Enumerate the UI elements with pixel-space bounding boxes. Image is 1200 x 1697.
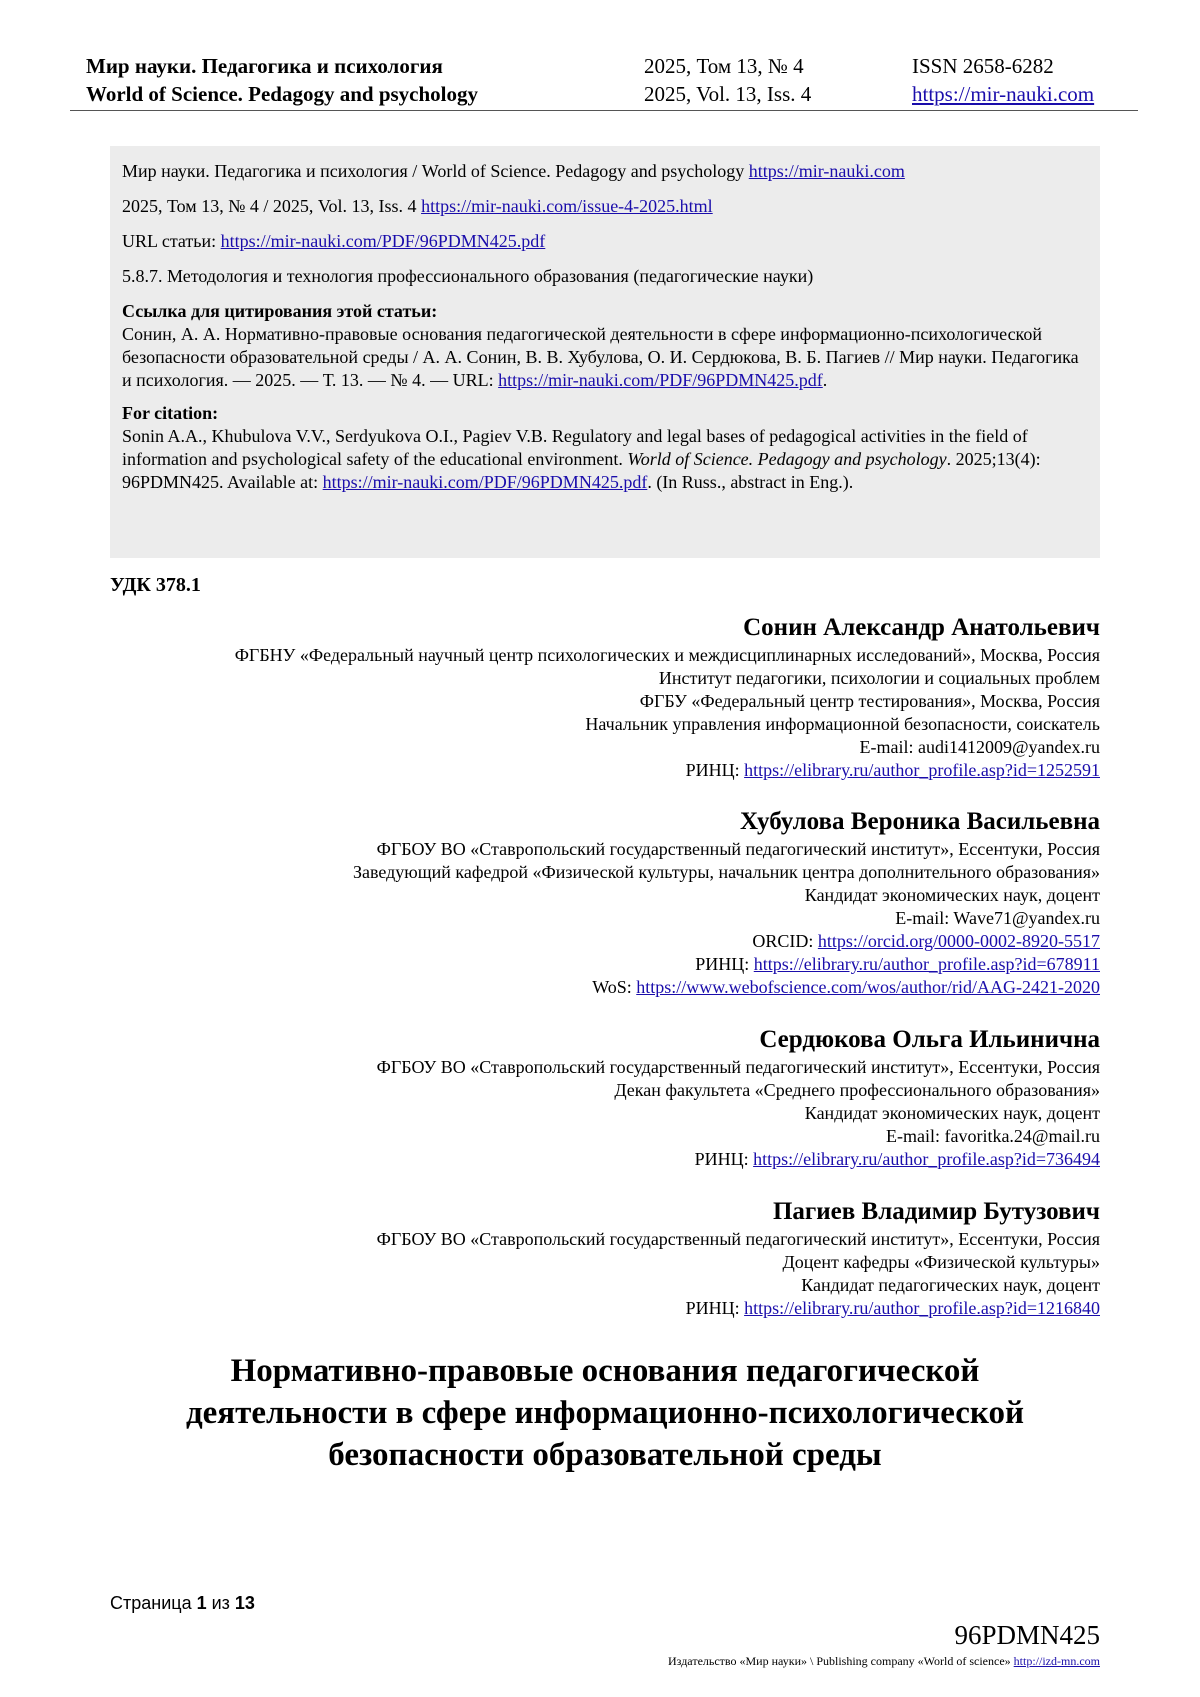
title-line: безопасности образовательной среды (328, 1437, 882, 1473)
author-degree: Кандидат педагогических наук, доцент (801, 1275, 1100, 1295)
author-orcid (353, 930, 1100, 953)
author-rinc (353, 953, 1100, 976)
article-info-box (110, 146, 1100, 558)
info-journal-line (122, 160, 1088, 183)
info-issue-text: 2025, Том 13, № 4 / 2025, Vol. 13, Iss. 4 (122, 196, 422, 216)
publisher-link[interactable]: http://izd-mn.com (1013, 1654, 1100, 1668)
author-degree: Кандидат экономических наук, доцент (804, 1103, 1100, 1123)
author-affiliation: Институт педагогики, психологии и социальных проблем (658, 668, 1100, 688)
article-title (110, 1350, 1100, 1476)
citation-ru-label: Ссылка для цитирования этой статьи: (122, 301, 438, 321)
page-total: 13 (234, 1593, 255, 1613)
info-specialty: 5.8.7. Методология и технология профессионального образования (педагогические науки) (122, 266, 814, 286)
author-wos (353, 976, 1100, 999)
author-email: E-mail: favoritka.24@mail.ru (885, 1126, 1100, 1146)
page-of: из (206, 1593, 235, 1613)
author-affiliation: ФГБОУ ВО «Ставропольский государственный педагогический институт», Ессентуки, Россия (376, 839, 1100, 859)
author-position: Доцент кафедры «Физической культуры» (782, 1252, 1100, 1272)
page-number (110, 1593, 255, 1614)
title-line: деятельности в сфере информационно-психологической (185, 1395, 1025, 1431)
author-block (377, 1196, 1100, 1320)
author-position: Заведующий кафедрой «Физической культуры, начальник центра дополнительного образования» (352, 862, 1100, 882)
publisher-line (668, 1654, 1100, 1669)
author-rinc (377, 1148, 1100, 1171)
citation-en-journal: World of Science. Pedagogy and psychology (627, 449, 947, 469)
journal-title-en: World of Science. Pedagogy and psychology (86, 82, 479, 106)
citation-ru-link[interactable]: https://mir-nauki.com/PDF/96PDMN425.pdf (498, 370, 823, 390)
issue-en: 2025, Vol. 13, Iss. 4 (644, 82, 812, 106)
citation-en (122, 402, 1088, 494)
page-word: Страница (110, 1593, 197, 1613)
rinc-link[interactable]: https://elibrary.ru/author_profile.asp?id=1252591 (744, 760, 1100, 780)
author-name: Пагиев Владимир Бутузович (772, 1198, 1100, 1225)
info-journal-text: Мир науки. Педагогика и психология / World of Science. Pedagogy and psychology (122, 161, 749, 181)
wos-link[interactable]: https://www.webofscience.com/wos/author/rid/AAG-2421-2020 (636, 977, 1100, 997)
header-divider (70, 110, 1138, 111)
author-position: Декан факультета «Среднего профессионального образования» (614, 1080, 1100, 1100)
citation-en-label: For citation: (122, 403, 219, 423)
page-current: 1 (196, 1593, 207, 1613)
rinc-label: РИНЦ: (695, 954, 754, 974)
author-email: E-mail: audi1412009@yandex.ru (859, 737, 1100, 757)
rinc-link[interactable]: https://elibrary.ru/author_profile.asp?id=736494 (753, 1149, 1100, 1169)
author-block (353, 806, 1100, 999)
publisher-text: Издательство «Мир науки» \ Publishing company «World of science» (668, 1654, 1014, 1668)
rinc-link[interactable]: https://elibrary.ru/author_profile.asp?id=1216840 (744, 1298, 1100, 1318)
site-link[interactable]: https://mir-nauki.com (912, 82, 1095, 106)
udk-code: УДК 378.1 (110, 574, 201, 596)
info-journal-link[interactable]: https://mir-nauki.com (748, 161, 905, 181)
info-issue-link[interactable]: https://mir-nauki.com/issue-4-2025.html (421, 196, 713, 216)
author-affiliation: ФГБОУ ВО «Ставропольский государственный педагогический институт», Ессентуки, Россия (376, 1229, 1100, 1249)
article-code: 96PDMN425 (954, 1620, 1100, 1650)
issue-ru: 2025, Том 13, № 4 (644, 54, 804, 78)
issn-column (912, 52, 1094, 108)
title-line: Нормативно-правовые основания педагогической (230, 1353, 980, 1389)
info-url-link[interactable]: https://mir-nauki.com/PDF/96PDMN425.pdf (220, 231, 546, 251)
author-affiliation: ФГБНУ «Федеральный научный центр психологических и междисциплинарных исследований», Москва, Россия (234, 645, 1100, 665)
citation-en-text2: . 2025;13(4): 96PDMN425. Available at: (122, 449, 1041, 492)
author-rinc (235, 759, 1100, 782)
author-degree: Кандидат экономических наук, доцент (804, 885, 1100, 905)
author-affiliation: ФГБУ «Федеральный центр тестирования», Москва, Россия (639, 691, 1100, 711)
info-url-line (122, 230, 1088, 253)
issue-column (644, 52, 811, 108)
citation-ru-end: . (822, 370, 828, 390)
author-email: E-mail: Wave71@yandex.ru (895, 908, 1100, 928)
author-block (377, 1024, 1100, 1171)
author-name: Сердюкова Ольга Ильинична (759, 1026, 1100, 1053)
rinc-label: РИНЦ: (694, 1149, 754, 1169)
citation-ru (122, 300, 1088, 392)
citation-en-end: . (In Russ., abstract in Eng.). (647, 472, 854, 492)
orcid-link[interactable]: https://orcid.org/0000-0002-8920-5517 (817, 931, 1100, 951)
rinc-label: РИНЦ: (685, 760, 745, 780)
author-position: Начальник управления информационной безопасности, соискатель (585, 714, 1100, 734)
info-url-label: URL статьи: (122, 231, 221, 251)
author-affiliation: ФГБОУ ВО «Ставропольский государственный педагогический институт», Ессентуки, Россия (376, 1057, 1100, 1077)
journal-title-column (86, 52, 478, 108)
rinc-link[interactable]: https://elibrary.ru/author_profile.asp?id=678911 (753, 954, 1100, 974)
author-rinc (377, 1297, 1100, 1320)
author-name: Хубулова Вероника Васильевна (739, 808, 1100, 835)
citation-en-link[interactable]: https://mir-nauki.com/PDF/96PDMN425.pdf (322, 472, 648, 492)
rinc-label: РИНЦ: (685, 1298, 745, 1318)
orcid-label: ORCID: (752, 931, 818, 951)
journal-title-ru: Мир науки. Педагогика и психология (86, 54, 443, 78)
info-issue-line (122, 195, 1088, 218)
author-name: Сонин Александр Анатольевич (743, 614, 1100, 641)
wos-label: WoS: (592, 977, 637, 997)
author-block (235, 612, 1100, 782)
citation-en-text: Sonin A.A., Khubulova V.V., Serdyukova O.I., Pagiev V.B. Regulatory and legal bases of pedagogical activities in the field of information and psychological safety of the educational environment. (122, 426, 1028, 469)
citation-ru-text: Сонин, А. А. Нормативно-правовые основания педагогической деятельности в сфере информационно-психологической безопасности образовательной среды / А. А. Сонин, В. В. Хубулова, О. И. Сердюкова, В. Б. Пагиев // Мир науки. Педагогика и психология. — 2025. — Т. 13. — № 4. — URL: (122, 324, 1079, 390)
issn: ISSN 2658-6282 (912, 54, 1054, 78)
